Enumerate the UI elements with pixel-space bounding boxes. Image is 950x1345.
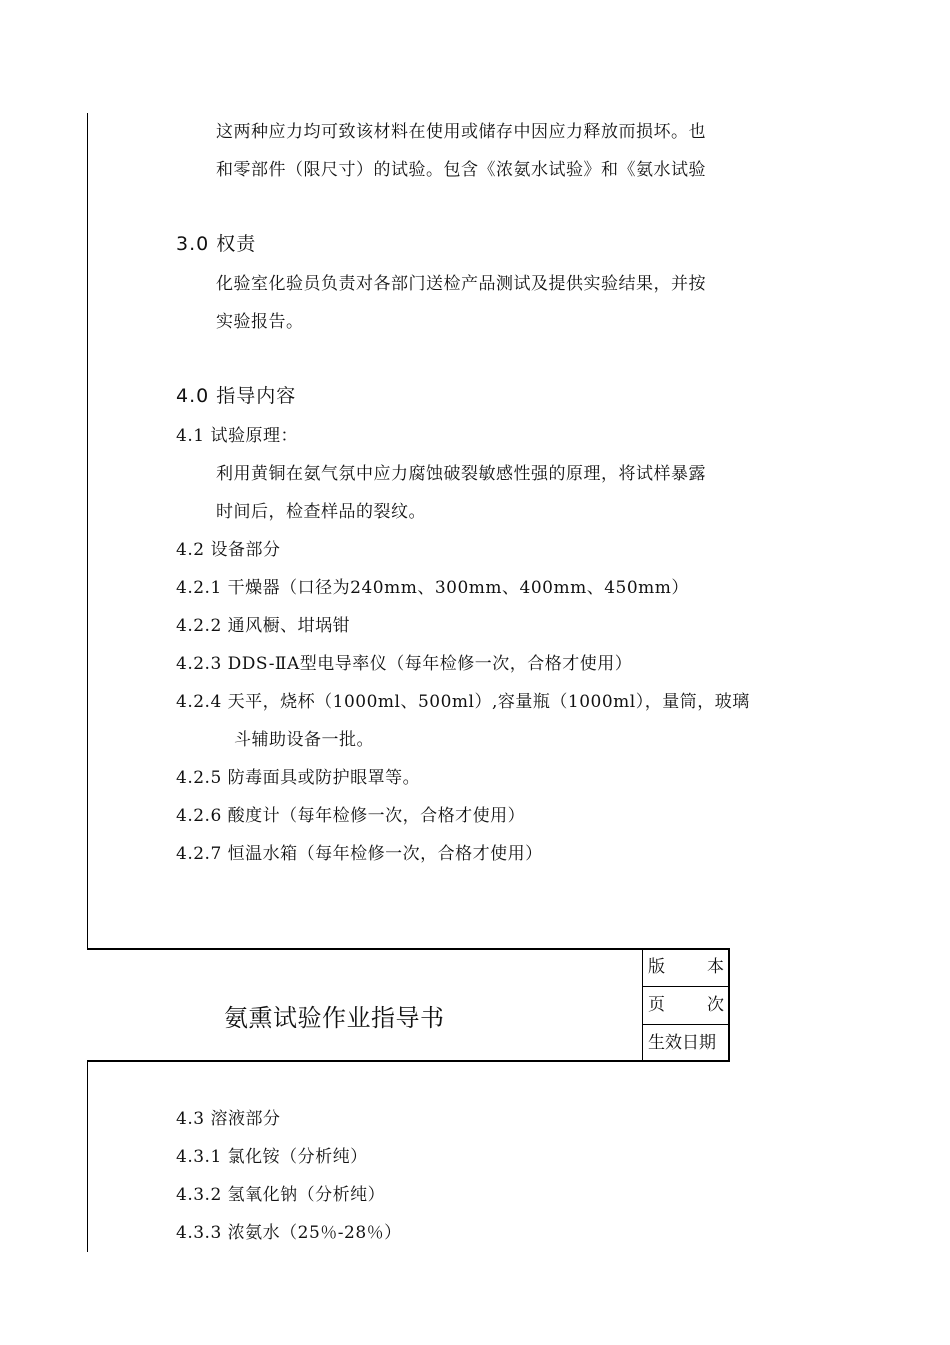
intro-line-2: 和零部件（限尺寸）的试验。包含《浓氨水试验》和《氨水试验 <box>216 160 706 180</box>
item-4-3: 4.3 溶液部分 <box>176 1109 281 1129</box>
item-4-1-text-2: 时间后，检查样品的裂纹。 <box>216 502 426 522</box>
version-label <box>648 956 724 978</box>
header-right-rule <box>728 948 730 1062</box>
item-4-3-2: 4.3.2 氢氧化钠（分析纯） <box>176 1185 386 1205</box>
section-4-heading: 4.0 指导内容 <box>176 385 297 407</box>
page-label-char-2: 次 <box>707 995 724 1015</box>
section-3-line-1: 化验室化验员负责对各部门送检产品测试及提供实验结果，并按 <box>216 274 706 294</box>
item-4-2-4: 4.2.4 天平，烧杯（1000ml、500ml）,容量瓶（1000ml），量筒，玻璃 <box>176 692 750 712</box>
section-3-line-2: 实验报告。 <box>216 312 304 332</box>
page-label <box>648 994 724 1016</box>
item-4-2-7: 4.2.7 恒温水箱（每年检修一次，合格才使用） <box>176 844 543 864</box>
version-label-char-2: 本 <box>707 957 724 977</box>
item-4-1: 4.1 试验原理： <box>176 426 298 446</box>
item-4-2-2: 4.2.2 通风橱、坩埚钳 <box>176 616 351 636</box>
left-margin-rule-lower <box>87 1062 88 1252</box>
header-row-rule-1 <box>642 986 729 987</box>
item-4-3-1: 4.3.1 氯化铵（分析纯） <box>176 1147 368 1167</box>
item-4-2-4-cont: 斗辅助设备一批。 <box>234 730 374 750</box>
header-row-rule-2 <box>642 1024 729 1025</box>
left-margin-rule <box>87 113 88 948</box>
header-top-rule <box>87 948 729 950</box>
intro-line-1: 这两种应力均可致该材料在使用或储存中因应力释放而损坏。也 <box>216 122 706 142</box>
item-4-2-6: 4.2.6 酸度计（每年检修一次，合格才使用） <box>176 806 526 826</box>
page-label-char-1: 页 <box>648 995 665 1015</box>
document-header <box>87 948 729 1062</box>
header-bottom-rule <box>87 1060 729 1062</box>
item-4-2-1: 4.2.1 干燥器（口径为240mm、300mm、400mm、450mm） <box>176 578 689 598</box>
header-divider <box>642 948 643 1062</box>
item-4-1-text-1: 利用黄铜在氨气氛中应力腐蚀破裂敏感性强的原理，将试样暴露 <box>216 464 706 484</box>
version-label-char-1: 版 <box>648 957 665 977</box>
item-4-2-3: 4.2.3 DDS-ⅡA型电导率仪（每年检修一次，合格才使用） <box>176 654 633 674</box>
item-4-2-5: 4.2.5 防毒面具或防护眼罩等。 <box>176 768 421 788</box>
section-3-heading: 3.0 权责 <box>176 233 257 255</box>
document-title: 氨熏试验作业指导书 <box>224 1004 445 1032</box>
item-4-3-3: 4.3.3 浓氨水（25％-28％） <box>176 1223 402 1243</box>
item-4-2: 4.2 设备部分 <box>176 540 281 560</box>
effective-date-label: 生效日期 <box>648 1033 716 1053</box>
